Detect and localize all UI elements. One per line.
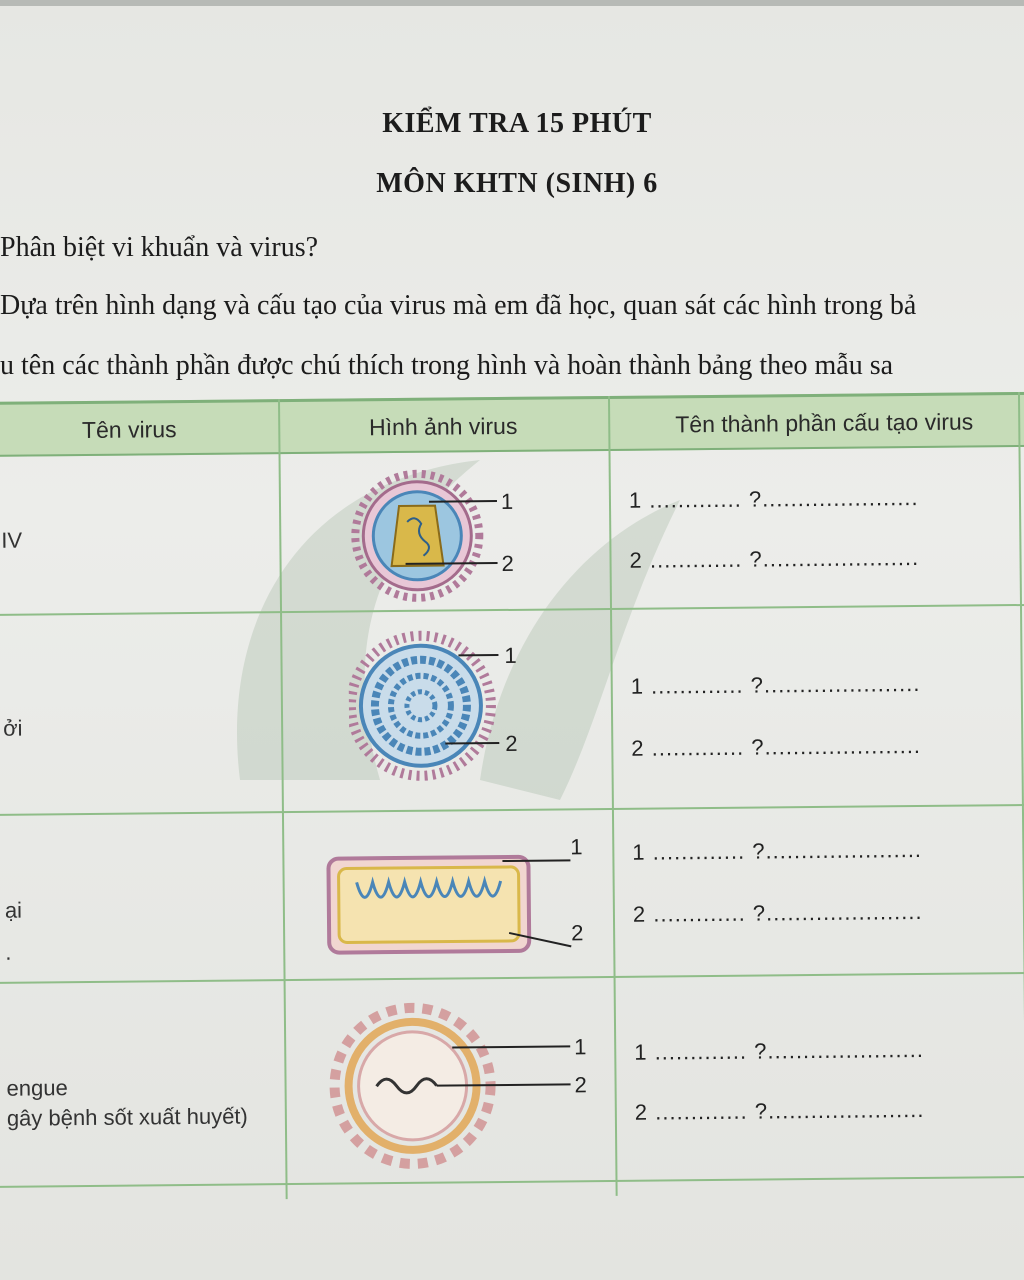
table-row (0, 606, 1024, 814)
answer-line-1[interactable]: 1 ............. ?...................... (630, 670, 921, 699)
answer-line-2[interactable]: 2 ............. ?...................... (632, 898, 923, 927)
page-title: KIỂM TRA 15 PHÚT (382, 108, 652, 139)
column-header-image: Hình ảnh virus (368, 412, 518, 441)
callout-label-1: 1 (500, 488, 514, 515)
table-row (0, 806, 1024, 982)
question-2-continued: u tên các thành phần được chú thích trong hình và hoàn thành bảng theo mẫu sa (0, 350, 894, 381)
virus-name: IV (1, 527, 23, 553)
column-header-components: Tên thành phần cấu tạo virus (675, 408, 974, 438)
virus-name: engue (6, 1075, 68, 1101)
table-row (0, 974, 1024, 1186)
rabies-virus-icon (312, 828, 583, 971)
answer-line-1[interactable]: 1 ............. ?...................... (632, 836, 923, 865)
answer-line-2[interactable]: 2 ............. ?...................... (631, 732, 922, 761)
virus-name-note: gây bệnh sốt xuất huyết) (6, 1103, 248, 1131)
callout-label-1: 1 (504, 642, 517, 668)
callout-label-2: 2 (501, 550, 514, 577)
dengue-virus-icon (326, 992, 598, 1175)
answer-line-1[interactable]: 1 ............. ?...................... (628, 484, 919, 513)
hiv-virus-icon (349, 464, 560, 606)
callout-label-1: 1 (570, 834, 583, 860)
answer-line-2[interactable]: 2 ............. ?...................... (634, 1096, 925, 1125)
callout-label-2: 2 (505, 730, 518, 756)
answer-line-1[interactable]: 1 ............. ?...................... (634, 1036, 925, 1065)
measles-virus-icon (348, 624, 560, 786)
question-1: Phân biệt vi khuẩn và virus? (0, 232, 319, 263)
callout-label-2: 2 (574, 1072, 587, 1098)
page-subtitle: MÔN KHTN (SINH) 6 (376, 168, 658, 199)
answer-line-2[interactable]: 2 ............. ?...................... (629, 544, 920, 573)
question-2: Dựa trên hình dạng và cấu tạo của virus mà em đã học, quan sát các hình trong bả (0, 290, 917, 321)
virus-name-note: . (5, 939, 12, 965)
callout-label-2: 2 (571, 920, 584, 946)
screen-top-edge (0, 0, 1024, 6)
column-header-name: Tên virus (81, 416, 177, 444)
virus-table (0, 392, 1024, 1202)
callout-label-1: 1 (574, 1034, 587, 1060)
virus-name: ại (4, 897, 23, 923)
virus-name: ởi (3, 715, 23, 741)
table-row (0, 444, 1024, 614)
